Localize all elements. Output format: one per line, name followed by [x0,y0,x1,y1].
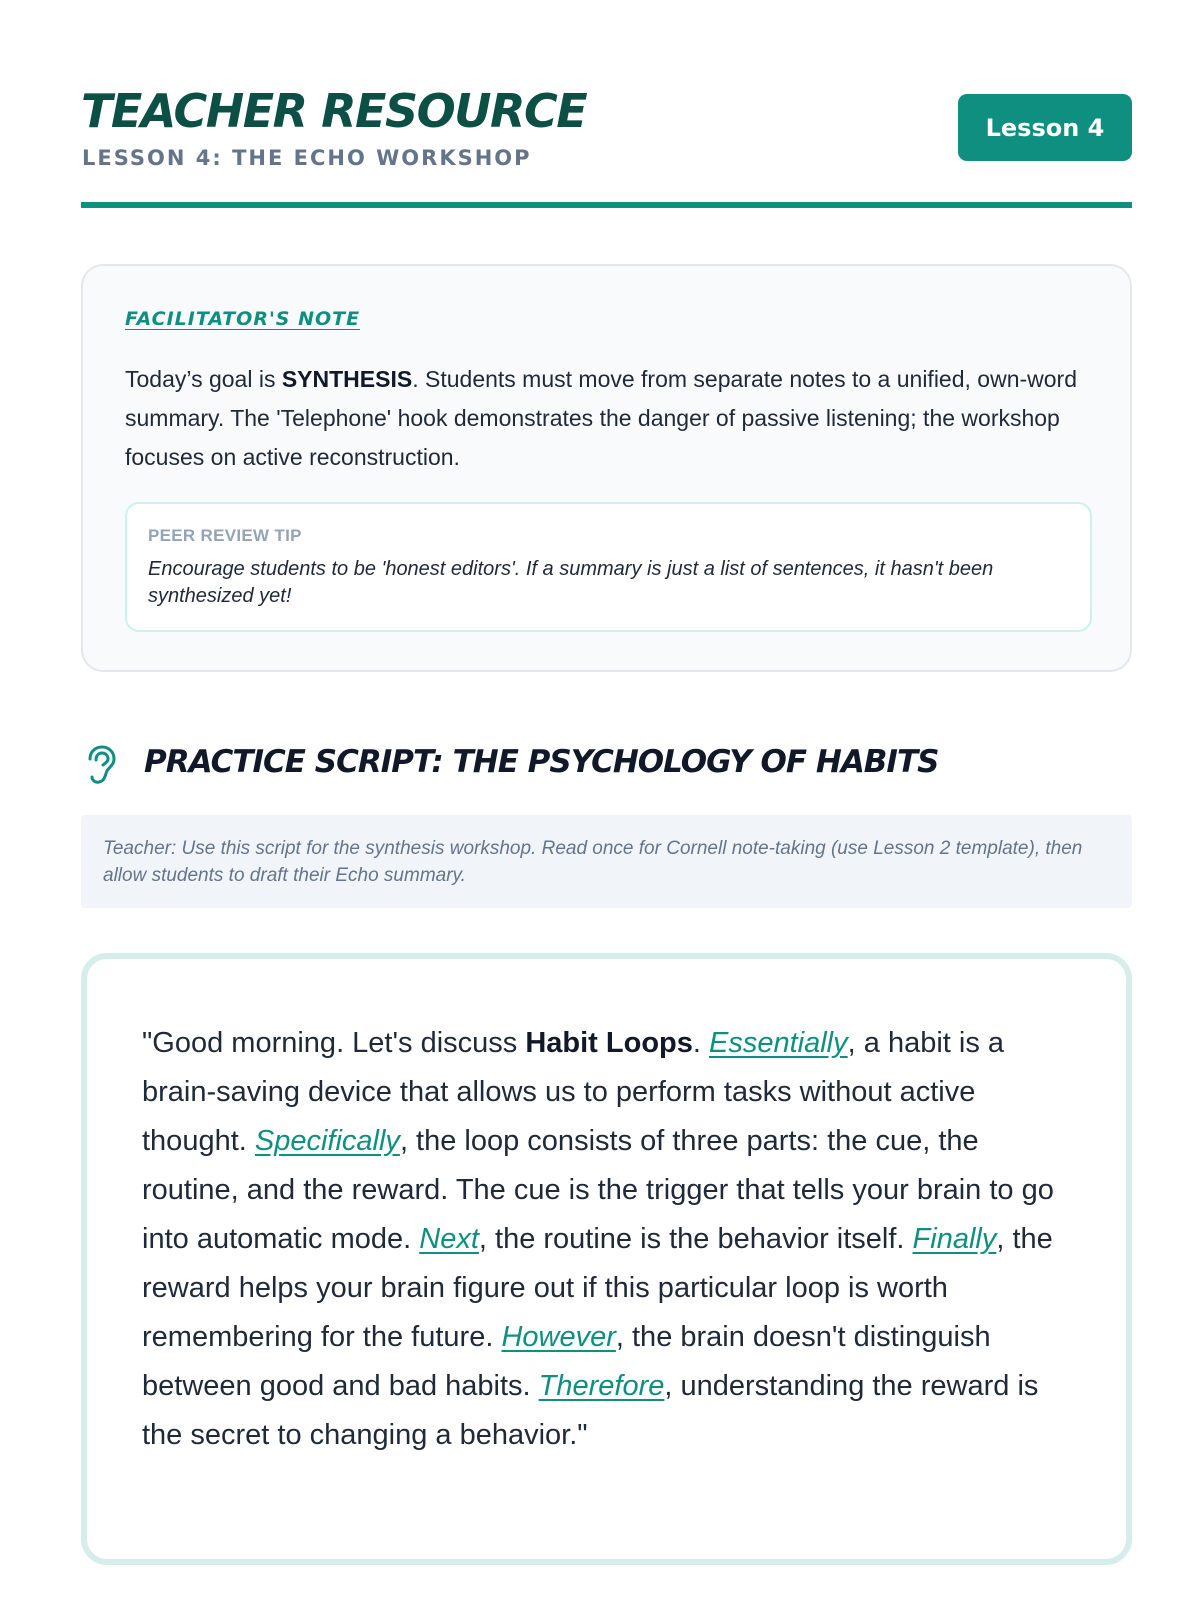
peer-review-tip-label: PEER REVIEW TIP [148,526,302,545]
script-keyword: Habit Loops [525,1027,693,1059]
script-segment: , the brain doesn't distinguish between good and bad habits. [142,1321,991,1402]
script-segment: "Good morning. Let's discuss [142,1027,526,1059]
practice-script-card [81,953,1132,1565]
note-body-intro: Today’s goal is [125,366,282,392]
transition-word-essentially: Essentially [709,1027,848,1059]
ear-icon [84,745,118,785]
facilitator-note-heading: FACILITATOR'S NOTE [125,308,361,330]
page-subtitle: LESSON 4: THE ECHO WORKSHOP [82,146,532,170]
facilitator-note-body [125,360,1085,477]
transition-word-specifically: Specifically [254,1125,400,1157]
facilitator-note-card [81,264,1132,672]
page-header [81,80,1132,210]
note-body-keyword: SYNTHESIS [281,366,413,392]
peer-review-tip-box [125,502,1092,632]
note-body-rest: . Students must move from separate notes to a unified, own-word summary. The 'Telephone' hook demonstrates the danger of passive listening; the workshop focuses on active reconstruction. [125,366,1077,470]
lesson-badge: Lesson 4 [958,94,1132,161]
script-segment: , a habit is a brain-saving device that allows us to perform tasks without active thought. [142,1027,1005,1157]
page-title: TEACHER RESOURCE [81,84,587,138]
practice-script-title: PRACTICE SCRIPT: THE PSYCHOLOGY OF HABITS [144,744,939,780]
practice-script-text [142,1019,1082,1460]
transition-word-finally: Finally [912,1223,997,1255]
teacher-instruction-box [81,815,1132,908]
script-segment: , the reward helps your brain figure out if this particular loop is worth remembering for the future. [142,1223,1053,1353]
teacher-instruction-text: Teacher: Use this script for the synthesis workshop. Read once for Cornell note-taking (use Lesson 2 template), then allow students to draft their Echo summary. [103,838,1083,886]
transition-word-therefore: Therefore [538,1370,665,1402]
transition-word-next: Next [419,1223,479,1255]
header-divider [81,202,1132,208]
script-segment: , understanding the reward is the secret to changing a behavior." [142,1370,1039,1451]
script-segment: , the routine is the behavior itself. [478,1223,913,1255]
script-segment: , the loop consists of three parts: the cue, the routine, and the reward. The cue is the trigger that tells your brain to go into automatic mode. [142,1125,1054,1255]
script-segment: . [692,1027,710,1059]
transition-word-however: However [501,1321,616,1353]
peer-review-tip-text: Encourage students to be 'honest editors'. If a summary is just a list of sentences, it hasn't been synthesized yet! [148,558,994,607]
